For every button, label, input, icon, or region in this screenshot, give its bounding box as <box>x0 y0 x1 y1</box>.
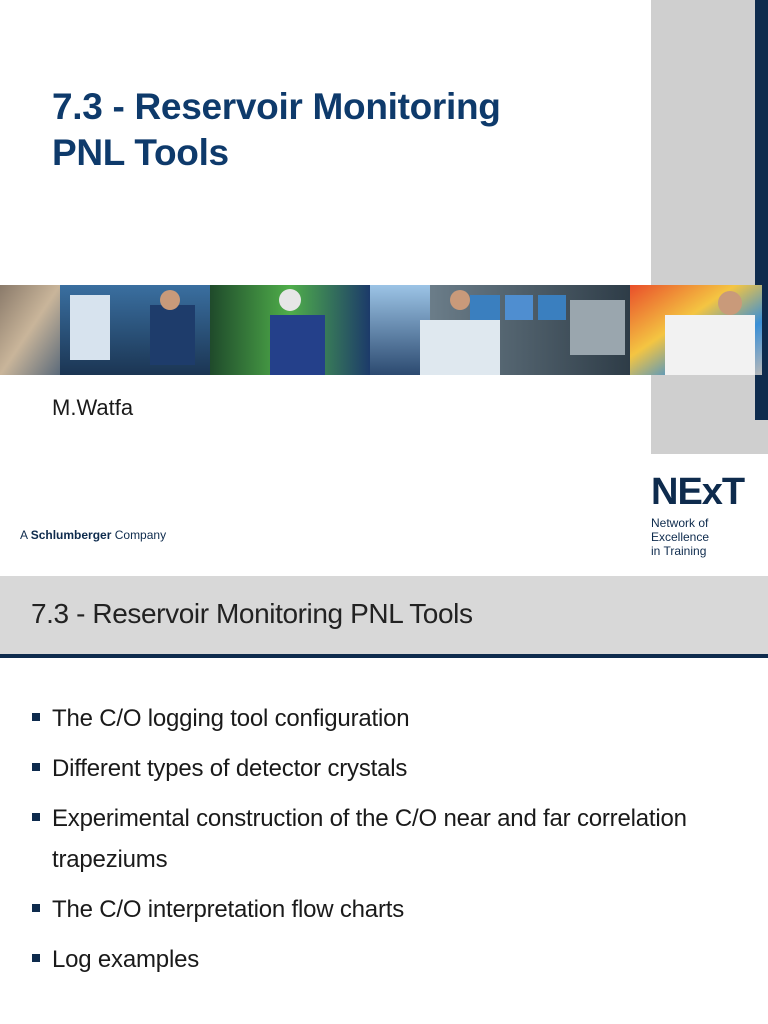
square-bullet-icon <box>32 954 40 962</box>
slide-title-line-1: 7.3 - Reservoir Monitoring <box>52 86 501 127</box>
list-item <box>31 698 751 739</box>
slide-title-line-2: PNL Tools <box>52 132 229 173</box>
company-tagline <box>20 528 166 542</box>
slide-title <box>52 84 632 176</box>
next-logo-subtitle-1: Network of Excellence <box>651 516 710 544</box>
list-item <box>31 798 751 880</box>
right-gray-panel <box>651 0 768 454</box>
bullet-text: The C/O interpretation flow charts <box>52 896 405 923</box>
contents-title: 7.3 - Reservoir Monitoring PNL Tools <box>31 598 473 629</box>
list-item <box>31 889 751 930</box>
photo-strip <box>0 285 762 375</box>
next-logo-subtitle-2: in Training <box>651 544 707 558</box>
company-suffix: Company <box>111 528 167 542</box>
square-bullet-icon <box>32 904 40 912</box>
bullet-text: The C/O logging tool configuration <box>52 705 410 732</box>
author-name: M.Watfa <box>52 395 134 420</box>
list-item <box>31 939 751 980</box>
bullet-text: Experimental construction of the C/O near and far correlation trapeziums <box>52 805 687 873</box>
list-item <box>31 748 751 789</box>
bullet-text: Log examples <box>52 946 200 973</box>
square-bullet-icon <box>32 763 40 771</box>
square-bullet-icon <box>32 713 40 721</box>
header-divider <box>0 654 768 658</box>
next-logo-word: NExT <box>651 471 745 513</box>
contents-bullet-list <box>31 698 751 989</box>
company-name: Schlumberger <box>30 528 112 542</box>
next-logo <box>651 472 768 558</box>
company-prefix: A <box>20 528 31 542</box>
workers-photo-strip-icon <box>0 285 762 375</box>
bullet-text: Different types of detector crystals <box>52 755 408 782</box>
contents-header <box>0 576 768 654</box>
square-bullet-icon <box>32 813 40 821</box>
contents-slide <box>0 576 768 1024</box>
